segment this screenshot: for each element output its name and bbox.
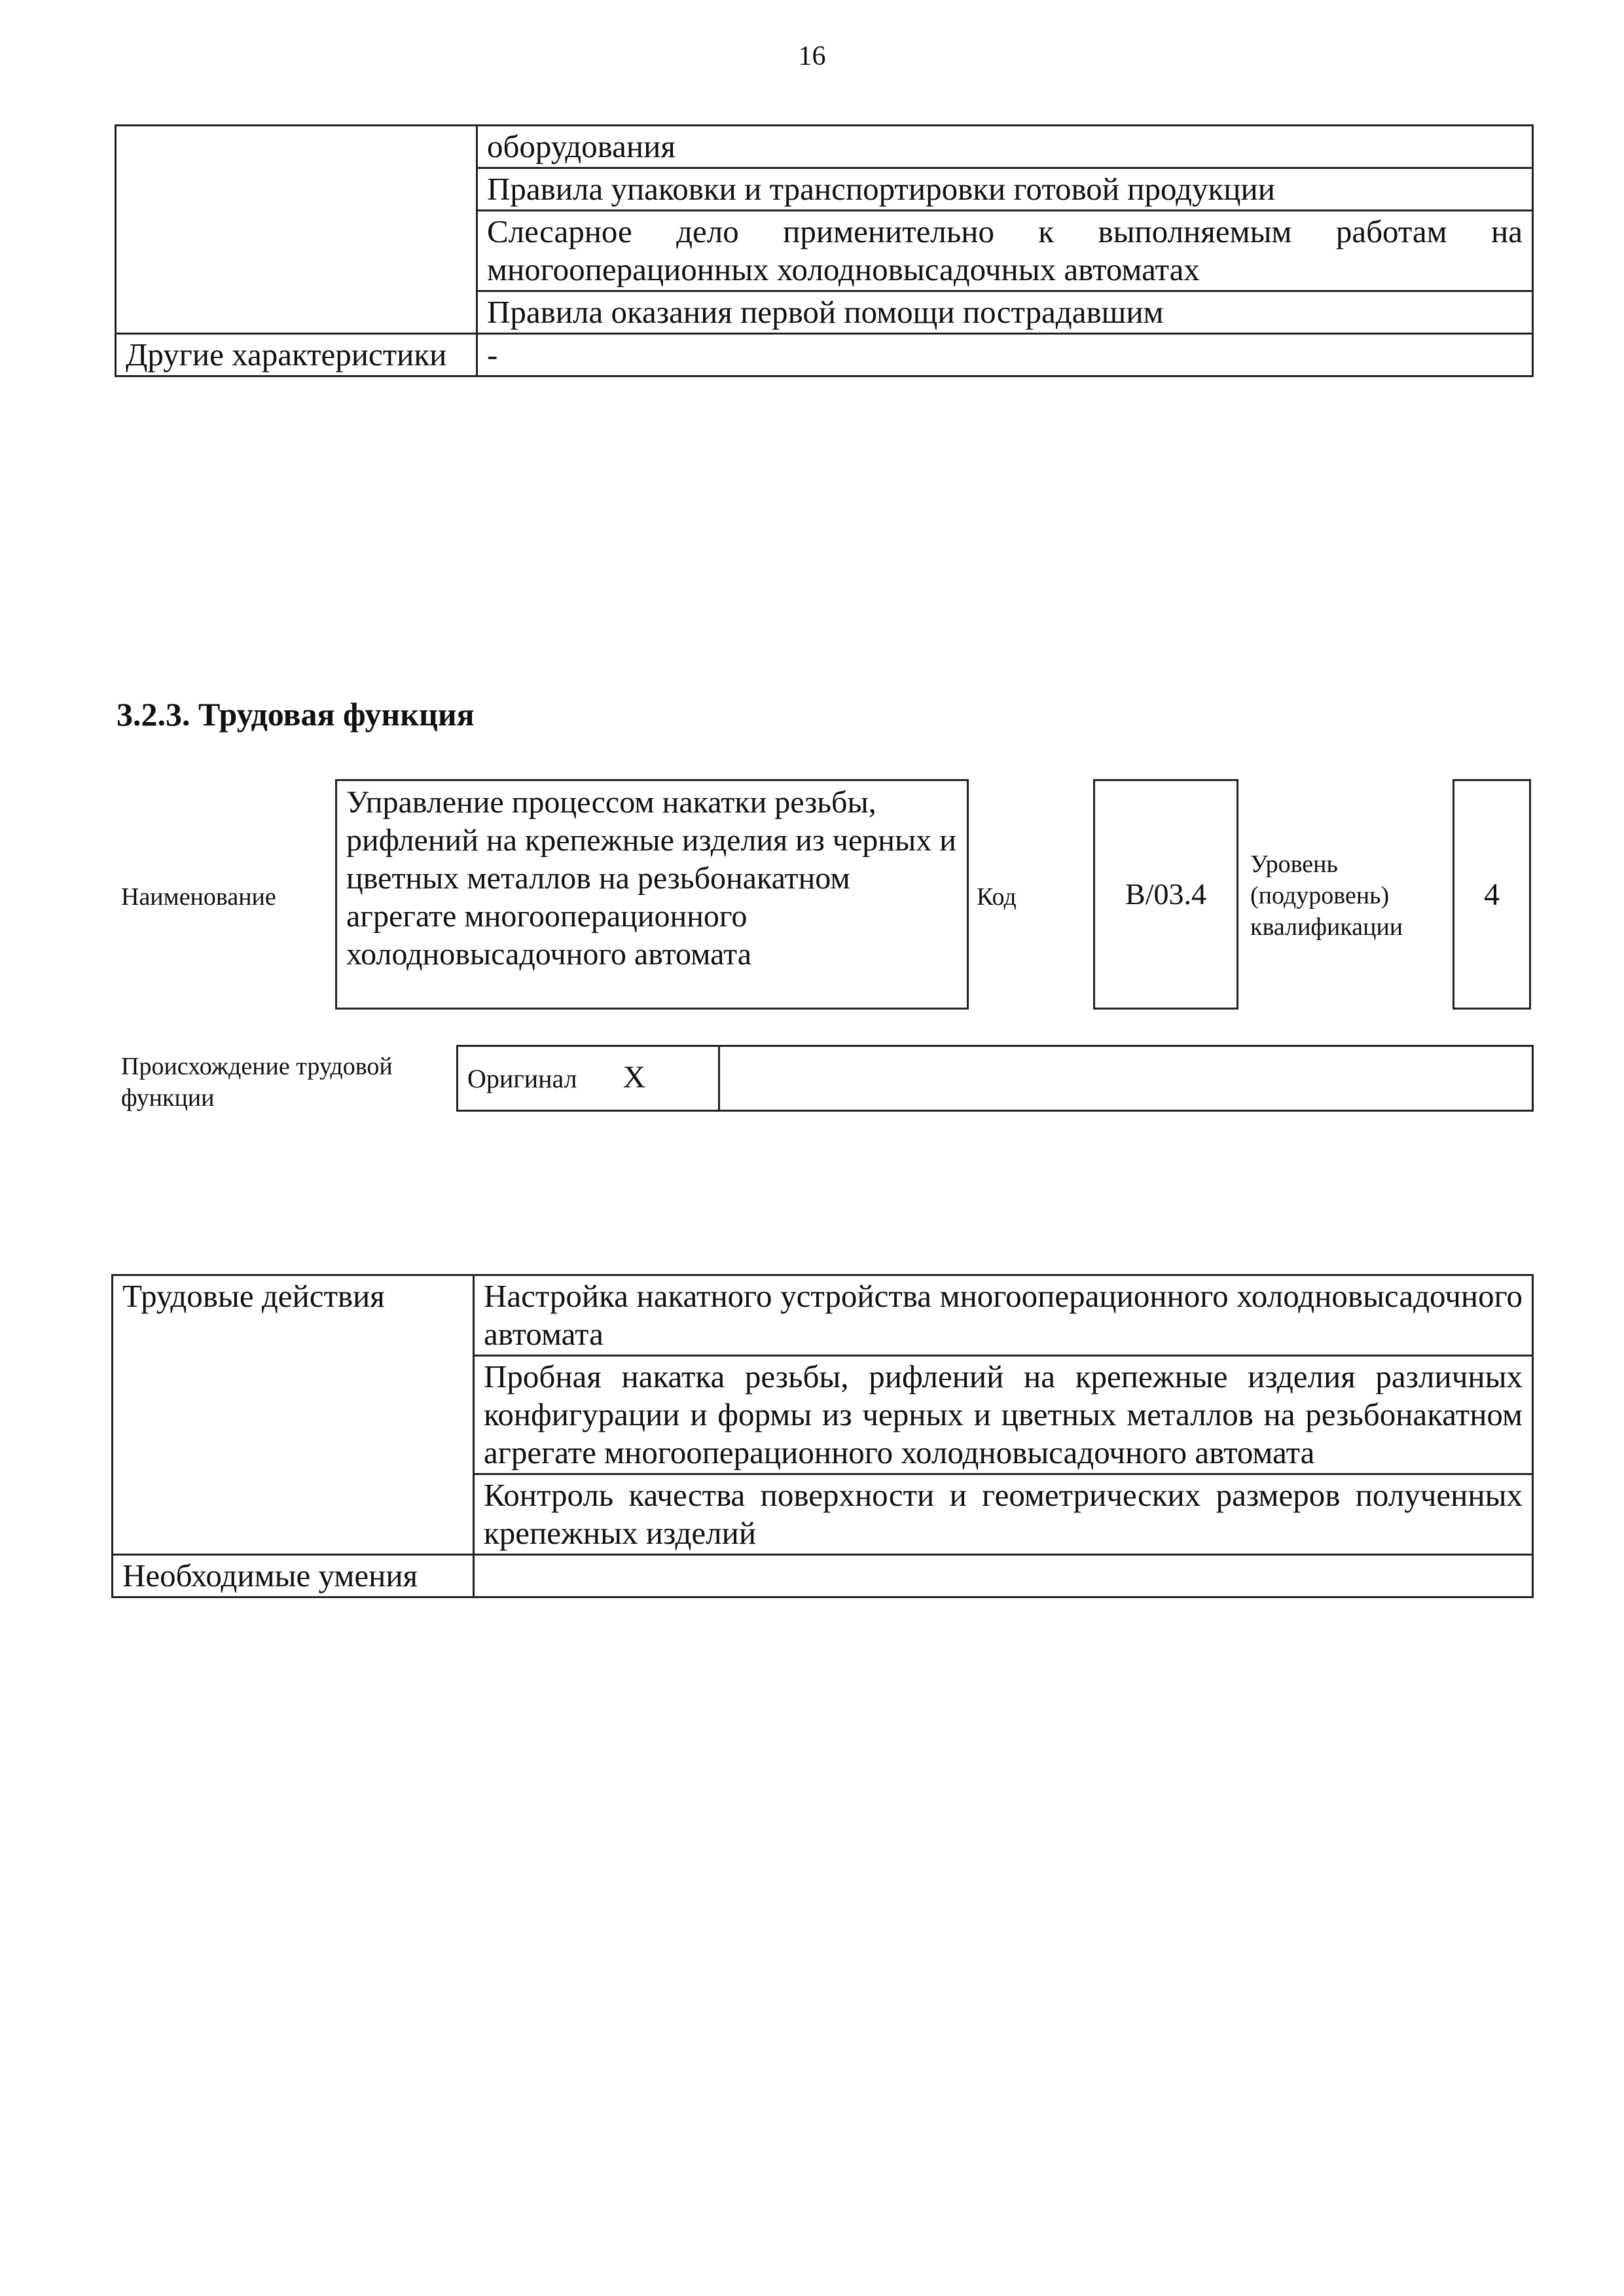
knowledge-item: оборудования <box>477 126 1533 168</box>
knowledge-item: Слесарное дело применительно к выполняемым работам на многооперационных холодновысадочных автоматах <box>477 211 1533 291</box>
skills-label: Необходимые умения <box>113 1555 474 1597</box>
name-label: Наименование <box>121 883 276 911</box>
level-box <box>1453 779 1531 1010</box>
section-title: 3.2.3. Трудовая функция <box>117 696 475 733</box>
level-value: 4 <box>1484 877 1500 912</box>
table-row <box>116 334 1533 376</box>
level-label: Уровень (подуровень) квалификации <box>1250 850 1403 941</box>
table-row <box>113 1275 1533 1356</box>
knowledge-table <box>115 124 1534 377</box>
action-item: Настройка накатного устройства многооперационного холодновысадочного автомата <box>474 1275 1533 1356</box>
code-value: В/03.4 <box>1125 877 1206 911</box>
original-label: Оригинал <box>467 1064 577 1093</box>
action-item: Контроль качества поверхности и геометрических размеров полученных крепежных изделий <box>474 1474 1533 1555</box>
actions-label: Трудовые действия <box>113 1275 474 1555</box>
table-row <box>116 126 1533 168</box>
knowledge-item: Правила оказания первой помощи пострадавшим <box>477 291 1533 334</box>
other-origin-cells <box>719 1046 1533 1111</box>
code-label: Код <box>977 883 1017 911</box>
origin-table <box>456 1045 1534 1112</box>
action-item: Пробная накатка резьбы, рифлений на крепежные изделия различных конфигурации и формы из черных и цветных металлов на резьбонакатном агрегате многооперационного холодновысадочного автомата <box>474 1356 1533 1474</box>
origin-label: Происхождение трудовой функции <box>121 1053 393 1112</box>
code-box <box>1093 779 1238 1010</box>
table-row <box>458 1046 1533 1111</box>
original-mark: X <box>623 1060 646 1095</box>
table-row <box>113 1555 1533 1597</box>
function-name-box <box>335 779 969 1010</box>
function-name: Управление процессом накатки резьбы, рифлений на крепежные изделия из черных и цветных металлов на резьбонакатном агрегате многооперационного холодновысадочного автомата <box>346 785 956 972</box>
labor-actions-table <box>111 1274 1534 1598</box>
other-characteristics-label: Другие характеристики <box>116 334 477 376</box>
page-number: 16 <box>798 41 826 71</box>
original-cell <box>458 1046 719 1111</box>
skills-item-empty <box>474 1555 1533 1597</box>
other-characteristics-value: - <box>477 334 1533 376</box>
label-cell-empty <box>116 126 477 334</box>
knowledge-item: Правила упаковки и транспортировки готовой продукции <box>477 168 1533 211</box>
